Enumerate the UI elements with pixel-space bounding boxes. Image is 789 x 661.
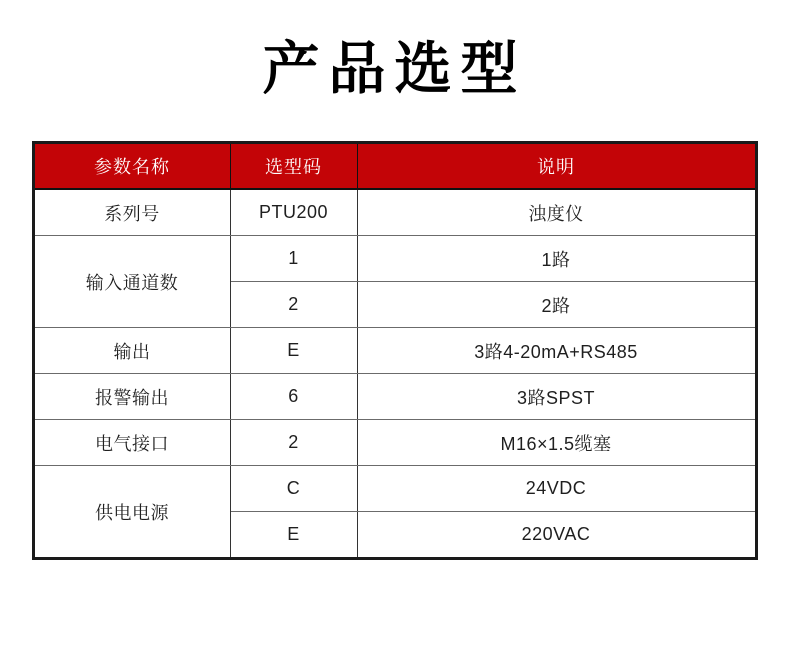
code-cell: E bbox=[230, 512, 357, 559]
desc-cell: M16×1.5缆塞 bbox=[357, 420, 756, 466]
page-title: 产品选型 bbox=[262, 37, 527, 101]
param-cell: 系列号 bbox=[33, 189, 230, 236]
desc-cell: 3路4-20mA+RS485 bbox=[357, 328, 756, 374]
desc-cell: 24VDC bbox=[357, 466, 756, 512]
table-row-alarm-output bbox=[33, 374, 756, 420]
table-row-power-supply-1 bbox=[33, 466, 756, 512]
table-row-electrical-interface bbox=[33, 420, 756, 466]
col-header-parameter-name: 参数名称 bbox=[33, 143, 230, 190]
code-cell: 1 bbox=[230, 236, 357, 282]
table-row-series bbox=[33, 189, 756, 236]
code-cell: C bbox=[230, 466, 357, 512]
param-cell: 电气接口 bbox=[33, 420, 230, 466]
desc-cell: 2路 bbox=[357, 282, 756, 328]
desc-cell: 浊度仪 bbox=[357, 189, 756, 236]
code-cell: PTU200 bbox=[230, 189, 357, 236]
param-cell: 输入通道数 bbox=[33, 236, 230, 328]
code-cell: 2 bbox=[230, 420, 357, 466]
param-cell: 输出 bbox=[33, 328, 230, 374]
code-cell: 6 bbox=[230, 374, 357, 420]
param-cell: 报警输出 bbox=[33, 374, 230, 420]
desc-cell: 1路 bbox=[357, 236, 756, 282]
table-row-output bbox=[33, 328, 756, 374]
col-header-description: 说明 bbox=[357, 143, 756, 190]
code-cell: E bbox=[230, 328, 357, 374]
code-cell: 2 bbox=[230, 282, 357, 328]
param-cell: 供电电源 bbox=[33, 466, 230, 559]
desc-cell: 3路SPST bbox=[357, 374, 756, 420]
table-header-row bbox=[33, 143, 756, 190]
col-header-selection-code: 选型码 bbox=[230, 143, 357, 190]
table-row-input-channels-1 bbox=[33, 236, 756, 282]
desc-cell: 220VAC bbox=[357, 512, 756, 559]
product-selection-table bbox=[32, 141, 758, 560]
